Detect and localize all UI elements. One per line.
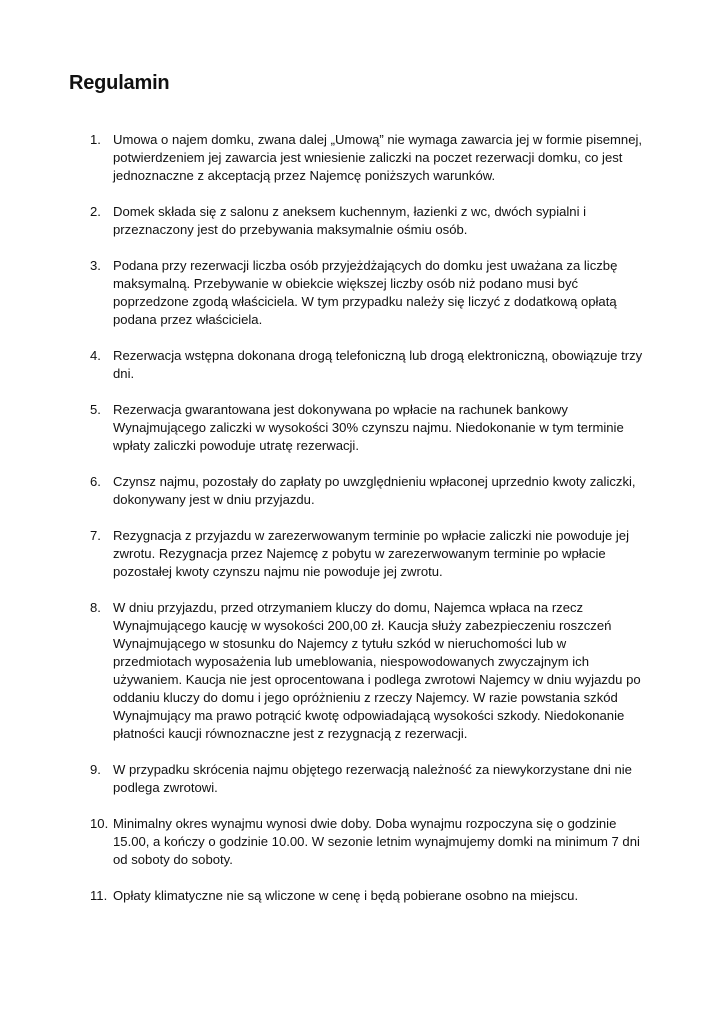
rule-item-6: [0, 473, 725, 509]
rule-number: 9.: [90, 762, 101, 777]
rule-item-8: [0, 599, 725, 743]
rule-item-4: [0, 347, 725, 383]
rule-item-10: [0, 815, 725, 869]
rule-text: Opłaty klimatyczne nie są wliczone w cenę i będą pobierane osobno na miejscu.: [113, 888, 579, 903]
rule-text: W przypadku skrócenia najmu objętego rezerwacją należność za niewykorzystane dni nie podlega zwrotowi.: [113, 762, 632, 795]
rule-item-3: [0, 257, 725, 329]
rules-list: [0, 131, 725, 923]
rule-text: Czynsz najmu, pozostały do zapłaty po uwzględnieniu wpłaconej uprzednio kwoty zaliczki, dokonywany jest w dniu przyjazdu.: [113, 474, 636, 507]
rule-text: Umowa o najem domku, zwana dalej „Umową” nie wymaga zawarcia jej w formie pisemnej, potwierdzeniem jej zawarcia jest wniesienie zaliczki na poczet rezerwacji domku, co jest jednoznaczne z akceptacją przez Najemcę poniższych warunków.: [113, 132, 643, 183]
rule-item-9: [0, 761, 725, 797]
rule-item-2: [0, 203, 725, 239]
rule-number: 10.: [90, 816, 109, 831]
rule-text: Rezerwacja wstępna dokonana drogą telefoniczną lub drogą elektroniczną, obowiązuje trzy dni.: [113, 348, 643, 381]
rule-text: Domek składa się z salonu z aneksem kuchennym, łazienki z wc, dwóch sypialni i przeznaczony jest do przebywania maksymalnie ośmiu osób.: [113, 204, 587, 237]
rule-number: 5.: [90, 402, 101, 417]
rule-text: Podana przy rezerwacji liczba osób przyjeżdżających do domku jest uważana za liczbę maksymalną. Przebywanie w obiekcie większej liczby osób niż podano musi być poprzedzone zgodą właściciela. W tym przypadku należy się liczyć z dodatkową opłatą podana przez właściciela.: [113, 258, 618, 327]
rule-text: W dniu przyjazdu, przed otrzymaniem kluczy do domu, Najemca wpłaca na rzecz Wynajmującego kaucję w wysokości 200,00 zł. Kaucja służy zabezpieczeniu roszczeń Wynajmującego w stosunku do Najemcy z tytułu szkód w nieruchomości lub w przedmiotach wyposażenia lub umeblowania, niespowodowanych zwyczajnym ich używaniem. Kaucja nie jest oprocentowana i podlega zwrotowi Najemcy w dniu wyjazdu po oddaniu kluczy do domu i jego opróżnieniu z rzeczy Najemcy. W razie powstania szkód Wynajmujący ma prawo potrącić kwotę odpowiadającą wysokości szkody. Niedokonanie płatności kaucji równoznaczne jest z rezygnacją z rezerwacji.: [113, 600, 641, 741]
rule-number: 1.: [90, 132, 101, 147]
rule-number: 3.: [90, 258, 101, 273]
rule-text: Minimalny okres wynajmu wynosi dwie doby. Doba wynajmu rozpoczyna się o godzinie 15.00, a kończy o godzinie 10.00. W sezonie letnim wynajmujemy domki na minimum 7 dni od soboty do soboty.: [113, 816, 640, 867]
rule-item-7: [0, 527, 725, 581]
rule-number: 6.: [90, 474, 101, 489]
rule-number: 2.: [90, 204, 101, 219]
rule-number: 4.: [90, 348, 101, 363]
rule-text: Rezerwacja gwarantowana jest dokonywana po wpłacie na rachunek bankowy Wynajmującego zaliczki w wysokości 30% czynszu najmu. Niedokonanie w tym terminie wpłaty zaliczki powoduje utratę rezerwacji.: [113, 402, 624, 453]
rule-item-5: [0, 401, 725, 455]
rule-number: 8.: [90, 600, 101, 615]
document-title: Regulamin: [69, 72, 170, 94]
rule-number: 11.: [90, 888, 108, 903]
rule-text: Rezygnacja z przyjazdu w zarezerwowanym terminie po wpłacie zaliczki nie powoduje jej zwrotu. Rezygnacja przez Najemcę z pobytu w zarezerwowanym terminie po wpłacie pozostałej kwoty czynszu najmu nie powoduje jej zwrotu.: [113, 528, 629, 579]
rule-item-1: [0, 131, 725, 185]
rule-item-11: [0, 887, 725, 905]
rule-number: 7.: [90, 528, 101, 543]
